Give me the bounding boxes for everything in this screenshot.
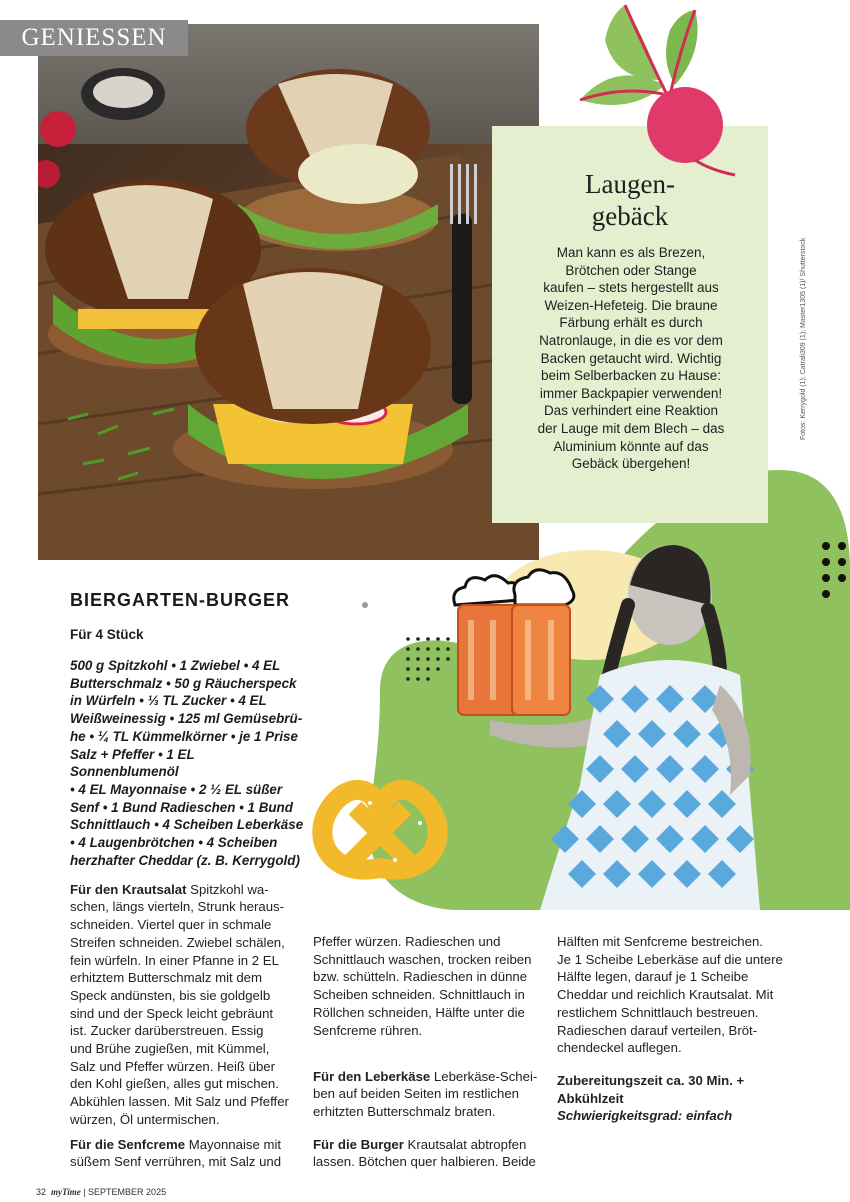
step-heading: Für den Leberkäse <box>313 1068 431 1084</box>
step-heading: Für die Senfcreme <box>70 1136 186 1152</box>
info-box <box>492 126 768 523</box>
burger-photo <box>38 24 539 560</box>
sparkle-decoration <box>360 600 370 610</box>
page-number: 32 <box>36 1187 47 1197</box>
magazine-brand: myTime <box>51 1187 81 1197</box>
step-krautsalat <box>70 863 306 1129</box>
photo-credits: Fotos: Kerrygold (1); Catrali309 (1); Master1305 (1)/ Shutterstock <box>800 237 807 440</box>
step-heading: Für die Burger <box>313 1136 404 1152</box>
section-label: GENIESSEN <box>0 20 188 56</box>
ingredients-list: 500 g Spitzkohl • 1 Zwiebel • 4 EL Butterschmalz • 50 g Räucherspeck in Würfeln • ⅓ TL Zucker • 4 EL Weißweinessig • 125 ml Gemüsebrü- he • ¼ TL Kümmelkörner • je 1 Prise Salz + Pfeffer • 1 EL Sonnenblumenöl • 4 EL Mayonnaise • 2 ½ EL süßer Senf • 1 Bund Radieschen • 1 Bund Schnittlauch • 4 Scheiben Leberkäse • 4 Laugenbrötchen • 4 Scheiben herzhafter Cheddar (z. B. Kerrygold) <box>70 658 304 868</box>
step-heading: Für den Krautsalat <box>70 881 187 897</box>
prep-time: Zubereitungszeit ca. 30 Min. + Abkühlzeit <box>557 1073 745 1106</box>
info-body: Man kann es als Brezen, Brötchen oder Stange kaufen – stets hergestellt aus Weizen-Hefeteig. Die braune Färbung erhält es durch Natronlauge, in die es vor dem Backen getaucht wird. Wichtig beim Selberbacken zu Hause: immer Backpapier verwenden! Das verhindert eine Reaktion der Lauge mit dem Blech – das Aluminium könnte auf das Gebäck übergehen! <box>537 245 725 472</box>
woman-with-beer-illustration <box>450 545 770 910</box>
dot-pattern-decoration <box>820 540 850 610</box>
step-senfcreme-continued: Pfeffer würzen. Radieschen und Schnittlauch waschen, trocken reiben bzw. schütteln. Radieschen in dünne Scheiben schneiden. Schnittlauch in Röllchen schneiden, Hälfte unter die Senfcreme rühren. <box>313 934 532 1038</box>
step-text: Leberkäse-Schei- ben auf beiden Seiten im restlichen erhitzten Butterschmalz braten. <box>313 1068 538 1120</box>
page-footer <box>36 1187 166 1197</box>
step-text: Krautsalat abtropfen lassen. Bötchen quer halbieren. Beide <box>313 1136 536 1170</box>
pretzel-illustration <box>310 768 450 883</box>
step-burger <box>313 1118 543 1171</box>
step-burger-continued: Hälften mit Senfcreme bestreichen. Je 1 Scheibe Leberkäse auf die untere Hälfte legen, darauf je 1 Scheibe Cheddar und reichlich Krautsalat. Mit restlichem Schnittlauch bestreuen. Radieschen darauf verteilen, Bröt- chendeckel auflegen. <box>557 934 783 1056</box>
difficulty: Schwierigkeitsgrad: einfach <box>557 1108 733 1123</box>
issue-date: | SEPTEMBER 2025 <box>83 1187 167 1197</box>
recipe-title: BIERGARTEN-BURGER <box>70 590 291 610</box>
info-title: Laugen- gebäck <box>585 169 675 231</box>
step-senfcreme <box>70 1118 306 1171</box>
step-text: Mayonnaise mit süßem Senf verrühren, mit Salz und <box>70 1136 282 1170</box>
step-text: Spitzkohl wa- schen, längs vierteln, Strunk heraus- schneiden. Viertel quer in schmale Streifen schneiden. Zwiebel schälen, fein würfeln. In einer Pfanne in 2 EL erhitztem Butterschmalz mit dem Speck andünsten, bis sie goldgelb sind und der Speck leicht gebräunt ist. Zucker darüberstreuen. Essig und Brühe zugießen, mit Kümmel, Salz und Pfeffer würzen. Heiß über den Kohl gießen, alles gut mischen. Abkühlen lassen. Mit Salz und Pfeffer würzen, Öl untermischen. <box>70 881 289 1127</box>
radish-illustration <box>575 0 740 180</box>
step-leberkaese <box>313 1050 543 1121</box>
recipe-servings: Für 4 Stück <box>70 627 144 642</box>
